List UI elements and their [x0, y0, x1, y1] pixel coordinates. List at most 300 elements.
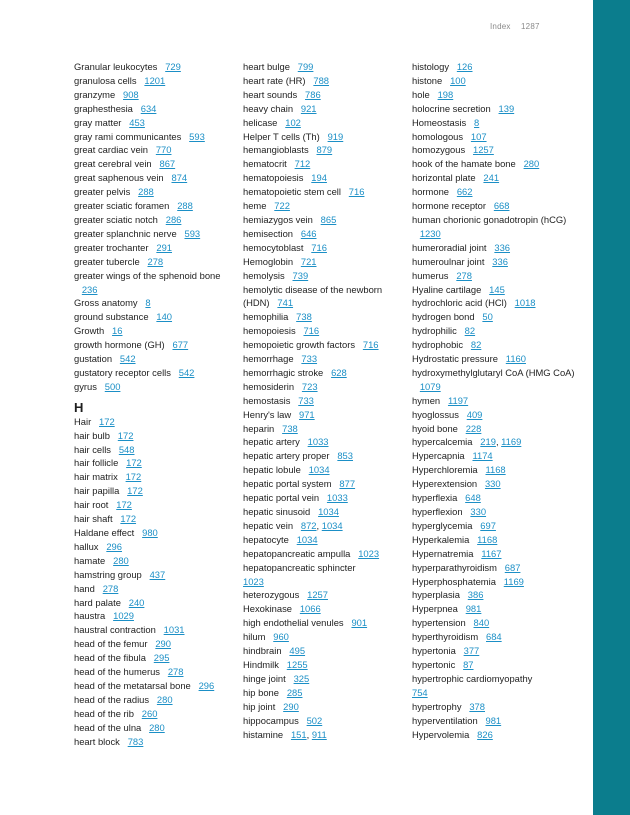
index-term: hyperplasia: [412, 589, 460, 601]
page-reference-link[interactable]: 1169: [501, 436, 522, 448]
page-reference-link[interactable]: 662: [456, 186, 473, 198]
page-reference-link[interactable]: 1023: [358, 547, 380, 559]
index-term: heart bulge: [243, 61, 290, 72]
index-entry: [74, 157, 236, 171]
index-entry: [74, 498, 236, 512]
sidebar-accent-strip: [593, 0, 630, 815]
page-reference-link[interactable]: 1197: [447, 394, 469, 406]
page-reference-link[interactable]: 8: [145, 297, 151, 309]
index-entry: [243, 324, 405, 338]
page-reference-link[interactable]: 280: [523, 158, 540, 170]
index-term: Hyperphosphatemia: [412, 575, 496, 587]
index-entry: [243, 602, 405, 616]
index-entry: [243, 283, 405, 311]
page-reference-link[interactable]: 960: [273, 631, 289, 643]
page-reference-link[interactable]: 1066: [299, 603, 321, 615]
index-term: hemangioblasts: [243, 144, 309, 156]
index-term: hemosiderin: [243, 380, 295, 392]
page-reference-link[interactable]: 733: [301, 353, 318, 365]
page-reference-link[interactable]: 240: [128, 596, 145, 608]
page-reference-link[interactable]: 1018: [514, 297, 536, 309]
index-entry: [412, 394, 582, 408]
index-term: head of the femur: [74, 638, 148, 650]
index-term: hormone: [412, 186, 450, 198]
index-entry: [243, 547, 405, 561]
index-term: heart sounds: [243, 88, 298, 100]
page-reference-link[interactable]: 1034: [318, 506, 339, 517]
index-entry: [74, 130, 236, 144]
index-term: hippocampus: [243, 714, 299, 726]
page-reference-link[interactable]: 278: [167, 666, 184, 678]
index-entry: [412, 700, 582, 714]
page-reference-link[interactable]: 865: [320, 213, 337, 225]
page-reference-link[interactable]: 100: [450, 74, 466, 86]
page-reference-link[interactable]: 770: [155, 144, 172, 156]
page-reference-link[interactable]: 799: [297, 61, 314, 72]
index-term: head of the humerus: [74, 666, 160, 678]
index-term: hematopoiesis: [243, 172, 304, 184]
page-reference-link[interactable]: 280: [149, 721, 165, 733]
page-reference-link[interactable]: 971: [299, 408, 315, 420]
index-entry: [412, 213, 582, 241]
page-reference-link[interactable]: 87: [463, 658, 474, 670]
index-entry: [74, 609, 236, 623]
page-reference-link[interactable]: 722: [274, 200, 290, 212]
page-reference-link[interactable]: 102: [285, 116, 301, 128]
page-reference-link[interactable]: 502: [306, 714, 323, 726]
index-entry: [412, 408, 582, 422]
page-reference-link[interactable]: 325: [293, 672, 310, 684]
index-entry: [243, 366, 405, 380]
index-entry: [243, 435, 405, 449]
page-reference-link[interactable]: 877: [339, 478, 356, 490]
index-entry: [412, 491, 582, 505]
index-entry: [412, 143, 582, 157]
index-term: growth hormone (GH): [74, 339, 165, 351]
page-reference-link[interactable]: 908: [123, 88, 139, 100]
page-reference-link[interactable]: 139: [498, 102, 515, 114]
index-entry: [412, 519, 582, 533]
page-reference-link[interactable]: 172: [127, 485, 143, 497]
index-term: Hemoglobin: [243, 255, 294, 267]
page-reference-link[interactable]: 336: [492, 255, 508, 267]
index-term: Hindmilk: [243, 658, 279, 670]
index-term: histology: [412, 61, 450, 72]
index-entry: [243, 338, 405, 352]
page-reference-link[interactable]: 1029: [113, 610, 134, 622]
page-reference-link[interactable]: 716: [348, 186, 365, 198]
page-reference-link[interactable]: 1257: [307, 589, 328, 601]
page-reference-link[interactable]: 286: [165, 213, 182, 225]
page-reference-link[interactable]: 548: [118, 443, 135, 455]
page-reference-link[interactable]: 1033: [307, 436, 329, 448]
index-entry: [74, 429, 236, 443]
page-reference-link[interactable]: 290: [283, 700, 299, 712]
index-term: hematopoietic stem cell: [243, 186, 341, 198]
page-reference-link[interactable]: 198: [437, 88, 454, 100]
index-term: hemocytoblast: [243, 241, 304, 253]
page-reference-link[interactable]: 330: [484, 478, 501, 490]
page-reference-link[interactable]: 409: [466, 408, 483, 420]
index-entry: [74, 310, 236, 324]
page-reference-link[interactable]: 593: [189, 130, 205, 142]
index-entry: [74, 338, 236, 352]
page-reference-link[interactable]: 140: [156, 311, 173, 323]
index-term: hemostasis: [243, 394, 291, 406]
page-reference-link[interactable]: 82: [464, 325, 476, 337]
page-reference-link[interactable]: 50: [482, 311, 493, 323]
index-entry: [412, 283, 582, 297]
index-term: hemorrhagic stroke: [243, 366, 324, 378]
page-reference-link[interactable]: 1174: [472, 450, 493, 462]
page-reference-link[interactable]: 145: [489, 283, 505, 295]
page-reference-link[interactable]: 853: [337, 450, 353, 462]
page-reference-link[interactable]: 336: [494, 241, 511, 253]
index-term: gustatory receptor cells: [74, 366, 171, 378]
index-term: granzyme: [74, 88, 116, 100]
index-term: hamate: [74, 554, 106, 566]
index-entry: [74, 623, 236, 637]
index-entry: [412, 728, 582, 742]
index-term: hamstring group: [74, 568, 142, 580]
page-reference-link[interactable]: 290: [155, 638, 171, 650]
page-reference-link[interactable]: 291: [156, 241, 173, 253]
index-term: homologous: [412, 130, 464, 142]
index-entry: [412, 324, 582, 338]
index-term: humerus: [412, 269, 449, 281]
page-reference-link[interactable]: 1167: [481, 547, 502, 559]
index-entry: [74, 415, 236, 429]
index-entry: [74, 554, 236, 568]
page-reference-link[interactable]: 1034: [296, 533, 318, 545]
index-entry: [243, 143, 405, 157]
index-term: hilum: [243, 631, 266, 643]
index-entry: [74, 227, 236, 241]
page-reference-link[interactable]: 716: [303, 325, 320, 337]
index-entry: [243, 185, 405, 199]
page-reference-link[interactable]: 241: [483, 172, 500, 184]
index-term: hematocrit: [243, 158, 287, 170]
page-reference-link[interactable]: 634: [140, 102, 157, 114]
page-reference-link[interactable]: 296: [198, 679, 215, 691]
index-term: hemisection: [243, 227, 294, 239]
index-term: horizontal plate: [412, 172, 476, 184]
index-term: hair bulb: [74, 429, 110, 441]
index-term: hemopoiesis: [243, 325, 296, 337]
index-term: hydrochloric acid (HCl): [412, 297, 507, 309]
index-entry: [243, 616, 405, 630]
index-term: great saphenous vein: [74, 172, 164, 184]
page-reference-link[interactable]: 172: [117, 429, 134, 441]
index-entry: [243, 199, 405, 213]
page-reference-link[interactable]: 741: [277, 297, 294, 309]
page-reference-link[interactable]: 194: [311, 172, 327, 184]
page-reference-link[interactable]: 874: [171, 172, 188, 184]
page-reference-link[interactable]: 172: [116, 499, 132, 511]
page-reference-link[interactable]: 172: [120, 513, 137, 525]
index-term: humeroulnar joint: [412, 255, 485, 267]
index-term: hepatic portal vein: [243, 492, 320, 504]
index-entry: [243, 588, 405, 602]
index-entry: [412, 102, 582, 116]
page-reference-link[interactable]: 219: [480, 436, 496, 448]
page-reference-link[interactable]: 285: [286, 686, 303, 698]
index-term: hypertonia: [412, 645, 456, 657]
index-entry: [74, 213, 236, 227]
index-term: hepatic artery proper: [243, 450, 330, 462]
page-reference-link[interactable]: 1168: [485, 464, 506, 476]
page-reference-link[interactable]: 8: [474, 116, 480, 128]
page-reference-link[interactable]: 867: [159, 158, 176, 170]
page-reference-link[interactable]: 1079: [419, 380, 441, 392]
page-reference-link[interactable]: 738: [282, 422, 298, 434]
page-reference-link[interactable]: 280: [113, 554, 129, 566]
page-reference-link[interactable]: 278: [456, 269, 472, 281]
index-entry: [74, 269, 236, 297]
index-entry: [412, 171, 582, 185]
index-entry: [74, 526, 236, 540]
index-entry: [243, 269, 405, 283]
page-reference-link[interactable]: 288: [138, 186, 154, 198]
index-entry: [412, 352, 582, 366]
index-entry: [412, 630, 582, 644]
index-term: hepatic vein: [243, 519, 294, 531]
page-reference-link[interactable]: 500: [104, 380, 121, 392]
page-reference-link[interactable]: 228: [465, 422, 482, 434]
page-reference-link[interactable]: 783: [127, 735, 144, 747]
page-reference-link[interactable]: 901: [351, 617, 368, 629]
index-term: hydrophobic: [412, 339, 464, 351]
index-entry: [243, 130, 405, 144]
page-reference-link[interactable]: 542: [119, 353, 136, 365]
page-reference-link[interactable]: 236: [81, 283, 98, 295]
index-term: greater splanchnic nerve: [74, 227, 177, 239]
index-entry: [74, 512, 236, 526]
index-entry: [243, 116, 405, 130]
page-reference-link[interactable]: 721: [300, 255, 317, 267]
page-reference-link[interactable]: 437: [149, 568, 166, 580]
page-reference-link[interactable]: 981: [465, 603, 482, 615]
index-entry: hepatic vein 872, 1034: [243, 519, 343, 531]
index-entry: [412, 547, 582, 561]
page-reference-link[interactable]: 288: [177, 200, 193, 212]
page-reference-link[interactable]: 980: [142, 527, 158, 538]
index-term: Gross anatomy: [74, 297, 138, 309]
page-reference-link[interactable]: 1160: [505, 353, 526, 365]
page-reference-link[interactable]: 172: [99, 415, 115, 427]
page-reference-link[interactable]: 1255: [286, 658, 308, 670]
page-reference-link[interactable]: 981: [485, 714, 502, 726]
page-reference-link[interactable]: 1168: [477, 533, 498, 545]
index-entry: [412, 616, 582, 630]
index-term: gray matter: [74, 116, 122, 128]
page-reference-link[interactable]: 593: [184, 227, 201, 239]
page-reference-link[interactable]: 687: [504, 561, 521, 573]
index-entry: [74, 143, 236, 157]
index-term: Hair: [74, 415, 92, 427]
page-reference-link[interactable]: 378: [469, 700, 485, 712]
page-reference-link[interactable]: 1230: [419, 227, 441, 239]
index-entry: [243, 561, 405, 589]
index-term: hyoid bone: [412, 422, 458, 434]
index-term: hyperparathyroidism: [412, 561, 497, 573]
index-entry: [412, 463, 582, 477]
index-entry: [412, 255, 582, 269]
index-column-2: [243, 60, 405, 741]
page-reference-link[interactable]: 82: [470, 339, 482, 351]
index-entry: [243, 157, 405, 171]
page-reference-link[interactable]: 826: [477, 728, 493, 740]
page-reference-link[interactable]: 646: [300, 227, 317, 239]
page-reference-link[interactable]: 716: [362, 339, 379, 351]
index-entry: [74, 484, 236, 498]
page-reference-link[interactable]: 921: [300, 102, 317, 114]
index-term: Hyperpnea: [412, 603, 458, 615]
index-term: greater trochanter: [74, 241, 149, 253]
page-reference-link[interactable]: 712: [294, 158, 311, 170]
page-reference-link[interactable]: 280: [156, 693, 173, 705]
index-entry: [412, 296, 582, 310]
page-reference-link[interactable]: 1201: [144, 74, 166, 86]
page-reference-link[interactable]: 786: [305, 88, 321, 100]
index-entry: hypercalcemia 219, 1169: [412, 436, 522, 448]
index-term: hemolytic disease of the newborn (HDN): [243, 283, 383, 309]
page-reference-link[interactable]: 172: [125, 471, 142, 483]
index-term: helicase: [243, 116, 278, 128]
page-reference-link[interactable]: 733: [298, 394, 314, 406]
index-entry: [412, 602, 582, 616]
index-entry: [412, 561, 582, 575]
page-reference-link[interactable]: 295: [153, 652, 170, 664]
index-term: hip joint: [243, 700, 276, 712]
page-reference-link[interactable]: 260: [141, 707, 158, 719]
index-term: hand: [74, 582, 95, 594]
page-reference-link[interactable]: 126: [456, 61, 473, 72]
index-term: Granular leukocytes: [74, 61, 158, 72]
page-reference-link[interactable]: 296: [106, 540, 122, 552]
index-entry: [412, 338, 582, 352]
index-term: gyrus: [74, 380, 97, 392]
index-entry: [74, 185, 236, 199]
page-reference-link[interactable]: 911: [311, 728, 327, 740]
index-entry: [74, 721, 236, 735]
index-term: hepatocyte: [243, 533, 289, 545]
index-term: Hypernatremia: [412, 547, 474, 559]
page-reference-link[interactable]: 453: [129, 116, 145, 128]
index-term: hydroxymethylglutaryl CoA (HMG CoA): [412, 366, 575, 378]
page-reference-link[interactable]: 495: [289, 645, 306, 657]
index-entry: [74, 171, 236, 185]
index-term: hyperglycemia: [412, 519, 473, 531]
page-reference-link[interactable]: 788: [313, 74, 330, 86]
index-term: hyperventilation: [412, 714, 478, 726]
page-reference-link[interactable]: 648: [465, 492, 481, 504]
index-term: greater sciatic foramen: [74, 200, 170, 212]
index-entry: [243, 714, 405, 728]
page-reference-link[interactable]: 278: [102, 582, 119, 594]
index-entry: [412, 477, 582, 491]
index-term: Hypercapnia: [412, 450, 465, 462]
page-reference-link[interactable]: 151: [290, 728, 307, 740]
page-reference-link[interactable]: 872: [300, 519, 317, 531]
index-term: hypertrophic cardiomyopathy: [412, 672, 533, 684]
index-entry: [243, 74, 405, 88]
page-reference-link[interactable]: 1034: [321, 519, 343, 531]
index-term: hepatic portal system: [243, 478, 332, 490]
index-entry: [243, 310, 405, 324]
page-reference-link[interactable]: 677: [172, 339, 189, 351]
page-reference-link[interactable]: 716: [311, 241, 327, 253]
index-term: Hexokinase: [243, 603, 292, 615]
page-reference-link[interactable]: 697: [480, 519, 496, 531]
index-entry: [412, 310, 582, 324]
index-entry: [243, 700, 405, 714]
page-reference-link[interactable]: 172: [126, 457, 142, 469]
page-reference-link[interactable]: 840: [473, 617, 490, 629]
index-term: head of the rib: [74, 707, 134, 719]
page-reference-link[interactable]: 879: [316, 144, 333, 156]
index-entry: [412, 644, 582, 658]
page-reference-link[interactable]: 1257: [472, 144, 494, 156]
page-reference-link[interactable]: 668: [493, 200, 510, 212]
index-term: great cardiac vein: [74, 144, 148, 156]
page-reference-link[interactable]: 738: [296, 311, 312, 323]
page-reference-link[interactable]: 278: [147, 255, 164, 267]
page-reference-link[interactable]: 1169: [503, 575, 524, 587]
index-entry: [243, 477, 405, 491]
index-term: histamine: [243, 728, 284, 740]
page-reference-link[interactable]: 1031: [163, 624, 185, 636]
index-entry: [74, 735, 236, 749]
page-reference-link[interactable]: 330: [470, 506, 487, 517]
index-term: hemophilia: [243, 311, 289, 323]
index-entry: [243, 658, 405, 672]
index-entry: [74, 540, 236, 554]
page-reference-link[interactable]: 377: [463, 645, 480, 657]
page-reference-link[interactable]: 1034: [308, 464, 330, 476]
index-entry: [74, 60, 236, 74]
index-entry: [243, 422, 405, 436]
index-entry: [412, 449, 582, 463]
page-reference-link[interactable]: 628: [331, 366, 347, 378]
page-reference-link[interactable]: 107: [470, 130, 487, 142]
page-reference-link[interactable]: 1033: [326, 492, 348, 504]
page-reference-link[interactable]: 684: [486, 631, 502, 643]
page-reference-link[interactable]: 739: [292, 269, 309, 281]
index-term: hyperthyroidism: [412, 631, 479, 643]
page-reference-link[interactable]: 754: [412, 686, 428, 698]
index-term: hook of the hamate bone: [412, 158, 516, 170]
index-entry: [74, 568, 236, 582]
index-term: holocrine secretion: [412, 102, 491, 114]
page-reference-link[interactable]: 16: [112, 325, 123, 337]
index-entry: [243, 408, 405, 422]
index-entry: [243, 491, 405, 505]
page-reference-link[interactable]: 1023: [243, 575, 264, 587]
index-entry: histamine 151, 911: [243, 728, 327, 740]
page-reference-link[interactable]: 723: [301, 380, 318, 392]
index-term: head of the fibula: [74, 652, 146, 664]
index-entry: [243, 255, 405, 269]
page-reference-link[interactable]: 386: [467, 589, 484, 601]
page-reference-link[interactable]: 919: [327, 130, 344, 142]
index-term: hair follicle: [74, 457, 119, 469]
page-reference-link[interactable]: 542: [178, 366, 195, 378]
index-term: hymen: [412, 394, 441, 406]
index-entry: [74, 693, 236, 707]
index-term: Haldane effect: [74, 527, 135, 538]
page-reference-link[interactable]: 729: [165, 61, 181, 72]
